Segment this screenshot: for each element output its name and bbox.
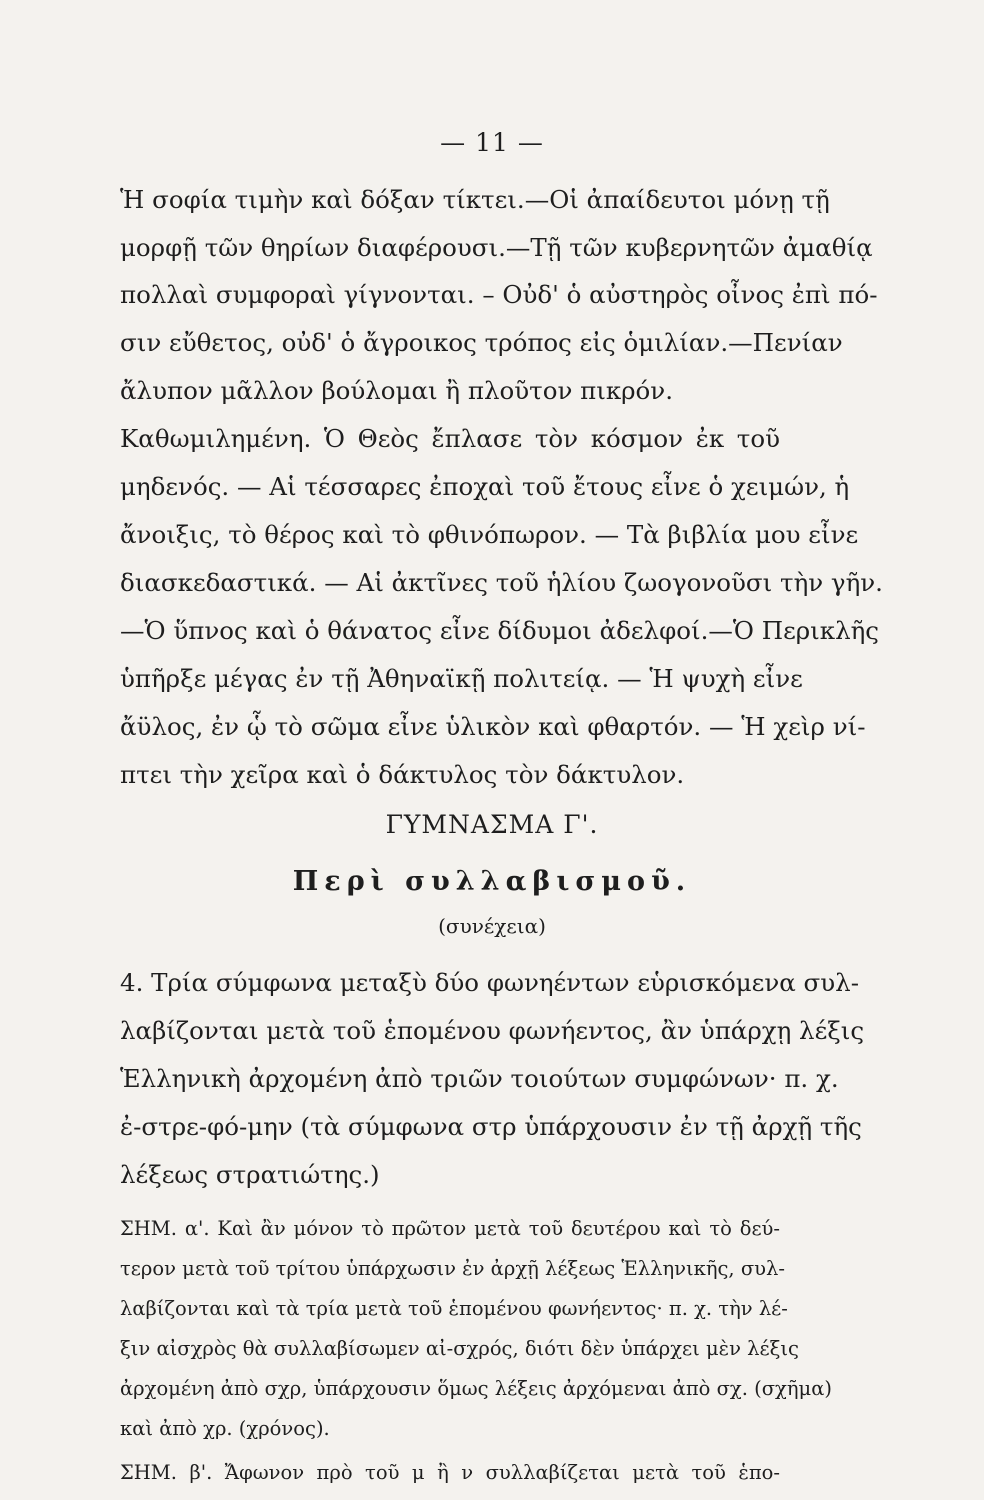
- text-line: 4. Τρία σύμφωνα μεταξὺ δύο φωνηέντων εὑρισκόμενα συλ-: [120, 968, 859, 997]
- text-line: λέξεως στρατιώτης.): [120, 1160, 380, 1189]
- text-line: ὑπῆρξε μέγας ἐν τῇ Ἀθηναϊκῇ πολιτείᾳ. — Ἡ ψυχὴ εἶνε: [120, 664, 803, 693]
- text-line: ΣΗΜ. α'. Καὶ ἂν μόνον τὸ πρῶτον μετὰ τοῦ δευτέρου καὶ τὸ δεύ-: [120, 1217, 780, 1240]
- text-line: διασκεδαστικά. — Αἱ ἀκτῖνες τοῦ ἡλίου ζωογονοῦσι τὴν γῆν.: [120, 568, 883, 597]
- text-line: σιν εὔθετος, οὐδ' ὁ ἄγροικος τρόπος εἰς ὁμιλίαν.—Πενίαν: [120, 328, 843, 357]
- text-line: —Ὁ ὕπνος καὶ ὁ θάνατος εἶνε δίδυμοι ἀδελφοί.—Ὁ Περικλῆς: [120, 616, 880, 645]
- text-line: πολλαὶ συμφοραὶ γίγνονται. – Οὐδ' ὁ αὐστηρὸς οἶνος ἐπὶ πό-: [120, 280, 878, 309]
- text-line: Καθωμιλημένη. Ὁ Θεὸς ἔπλασε τὸν κόσμον ἐκ τοῦ: [120, 424, 780, 453]
- text-line: ΣΗΜ. β'. Ἄφωνον πρὸ τοῦ μ ἢ ν συλλαβίζεται μετὰ τοῦ ἑπο-: [120, 1461, 780, 1484]
- text-line: ξιν αἰσχρὸς θὰ συλλαβίσωμεν αἰ-σχρός, διότι δὲν ὑπάρχει μὲν λέξις: [120, 1337, 799, 1360]
- text-line: Ἑλληνικὴ ἀρχομένη ἀπὸ τριῶν τοιούτων συμφώνων· π. χ.: [120, 1064, 839, 1093]
- text-line: καὶ ἀπὸ χρ. (χρόνος).: [120, 1417, 330, 1440]
- text-line: ἐ-στρε-φό-μην (τὰ σύμφωνα στρ ὑπάρχουσιν ἐν τῇ ἀρχῇ τῆς: [120, 1112, 862, 1141]
- text-line: μορφῇ τῶν θηρίων διαφέρουσι.—Τῇ τῶν κυβερνητῶν ἀμαθίᾳ: [120, 233, 873, 262]
- text-line: ἀρχομένη ἀπὸ σχρ, ὑπάρχουσιν ὅμως λέξεις ἀρχόμεναι ἀπὸ σχ. (σχῆμα): [120, 1377, 832, 1400]
- text-line: τερον μετὰ τοῦ τρίτου ὑπάρχωσιν ἐν ἀρχῇ λέξεως Ἑλληνικῆς, συλ-: [120, 1257, 785, 1280]
- text-line: Ἡ σοφία τιμὴν καὶ δόξαν τίκτει.—Οἱ ἀπαίδευτοι μόνῃ τῇ: [120, 185, 830, 214]
- text-line: ἄνοιξις, τὸ θέρος καὶ τὸ φθινόπωρον. — Τὰ βιβλία μου εἶνε: [120, 520, 859, 549]
- text-line: λαβίζονται καὶ τὰ τρία μετὰ τοῦ ἑπομένου φωνήεντος· π. χ. τὴν λέ-: [120, 1297, 788, 1320]
- exercise-title: ΓΥΜΝΑΣΜΑ Γ'.: [385, 810, 599, 839]
- exercise-subtitle: Περὶ συλλαβισμοῦ.: [292, 866, 692, 897]
- text-line: ἄλυπον μᾶλλον βούλομαι ἢ πλοῦτον πικρόν.: [120, 376, 673, 405]
- page-number: — 11 —: [440, 128, 544, 157]
- text-line: πτει τὴν χεῖρα καὶ ὁ δάκτυλος τὸν δάκτυλον.: [120, 760, 685, 789]
- text-line: μηδενός. — Αἱ τέσσαρες ἐποχαὶ τοῦ ἔτους εἶνε ὁ χειμών, ἡ: [120, 472, 850, 501]
- text-line: ἄϋλος, ἐν ᾧ τὸ σῶμα εἶνε ὑλικὸν καὶ φθαρτόν. — Ἡ χεὶρ νί-: [120, 712, 866, 741]
- exercise-note: (συνέχεια): [438, 914, 546, 938]
- text-line: λαβίζονται μετὰ τοῦ ἑπομένου φωνήεντος, ἂν ὑπάρχῃ λέξις: [120, 1016, 865, 1045]
